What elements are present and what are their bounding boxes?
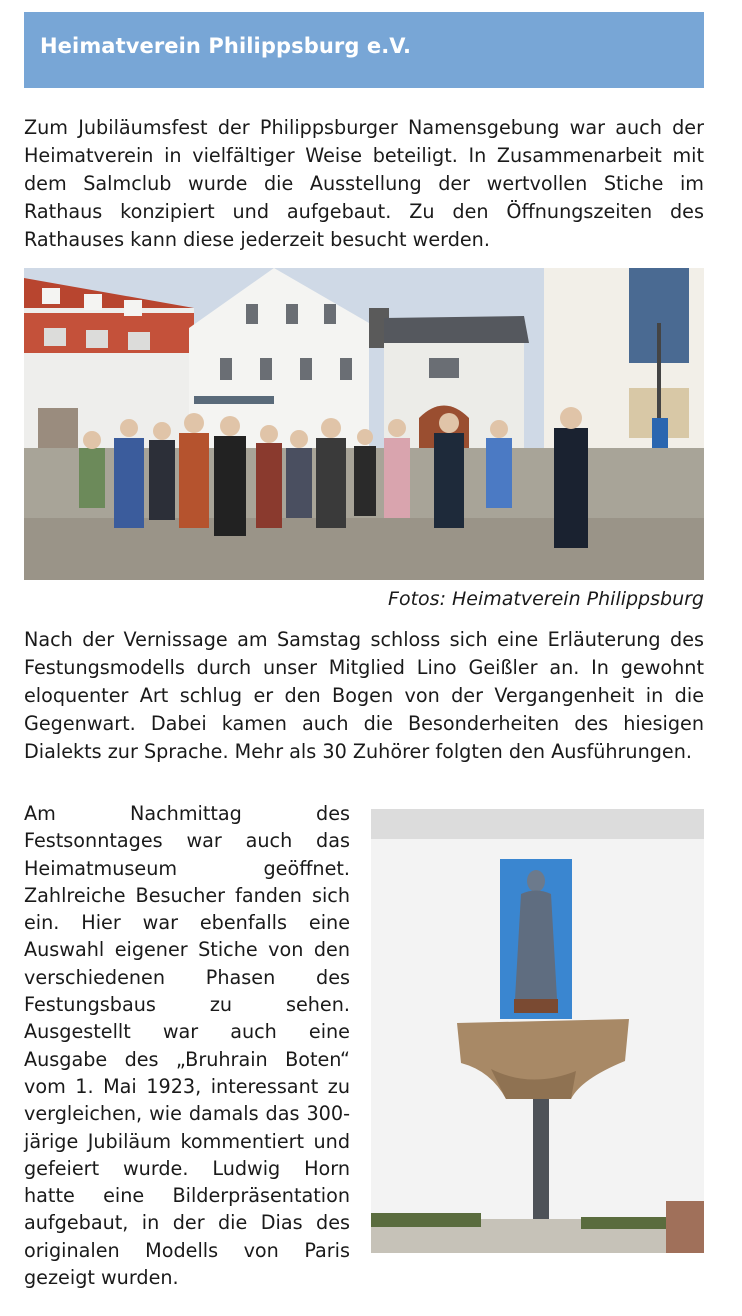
- article-paragraph-3: Am Nachmittag des Festsonntages war auch das Heimatmuseum geöffnet. Zahlreiche Besucher fanden sich ein. Hier war ebenfalls eine Auswahl eigener Stiche von den verschiedenen Phasen des Festungsbaus zu sehen. Ausgestellt war auch eine Ausgabe des „Bruhrain Boten“ vom 1. Mai 1923, interessant zu vergleichen, wie damals das 300-järige Jubiläum kommentiert und gefeiert wurde. Ludwig Horn hatte eine Bilderpräsentation aufgebaut, in der die Dias des originalen Modells von Paris gezeigt wurden.: [24, 802, 350, 1290]
- photo-statue-niche: [371, 809, 704, 1253]
- photo-caption: Fotos: Heimatverein Philippsburg: [388, 588, 704, 610]
- photo-town-square: [24, 268, 704, 580]
- section-title: Heimatverein Philippsburg e.V.: [40, 34, 412, 58]
- article-paragraph-1: Zum Jubiläumsfest der Philippsburger Namensgebung war auch der Heimatverein in vielfältiger Weise beteiligt. In Zusammenarbeit mit dem Salmclub wurde die Ausstellung der wertvollen Stiche im Rathaus konzipiert und aufgebaut. Zu den Öffnungszeiten des Rathauses kann diese jederzeit besucht werden.: [24, 116, 704, 251]
- section-header: [24, 12, 704, 88]
- article-paragraph-2: Nach der Vernissage am Samstag schloss sich eine Erläuterung des Festungsmodells durch unser Mitglied Lino Geißler an. In gewohnt eloquenter Art schlug er den Bogen von der Vergangenheit in die Gegenwart. Dabei kamen auch die Besonderheiten des hiesigen Dialekts zur Sprache. Mehr als 30 Zuhörer folgten den Ausführungen.: [24, 628, 704, 763]
